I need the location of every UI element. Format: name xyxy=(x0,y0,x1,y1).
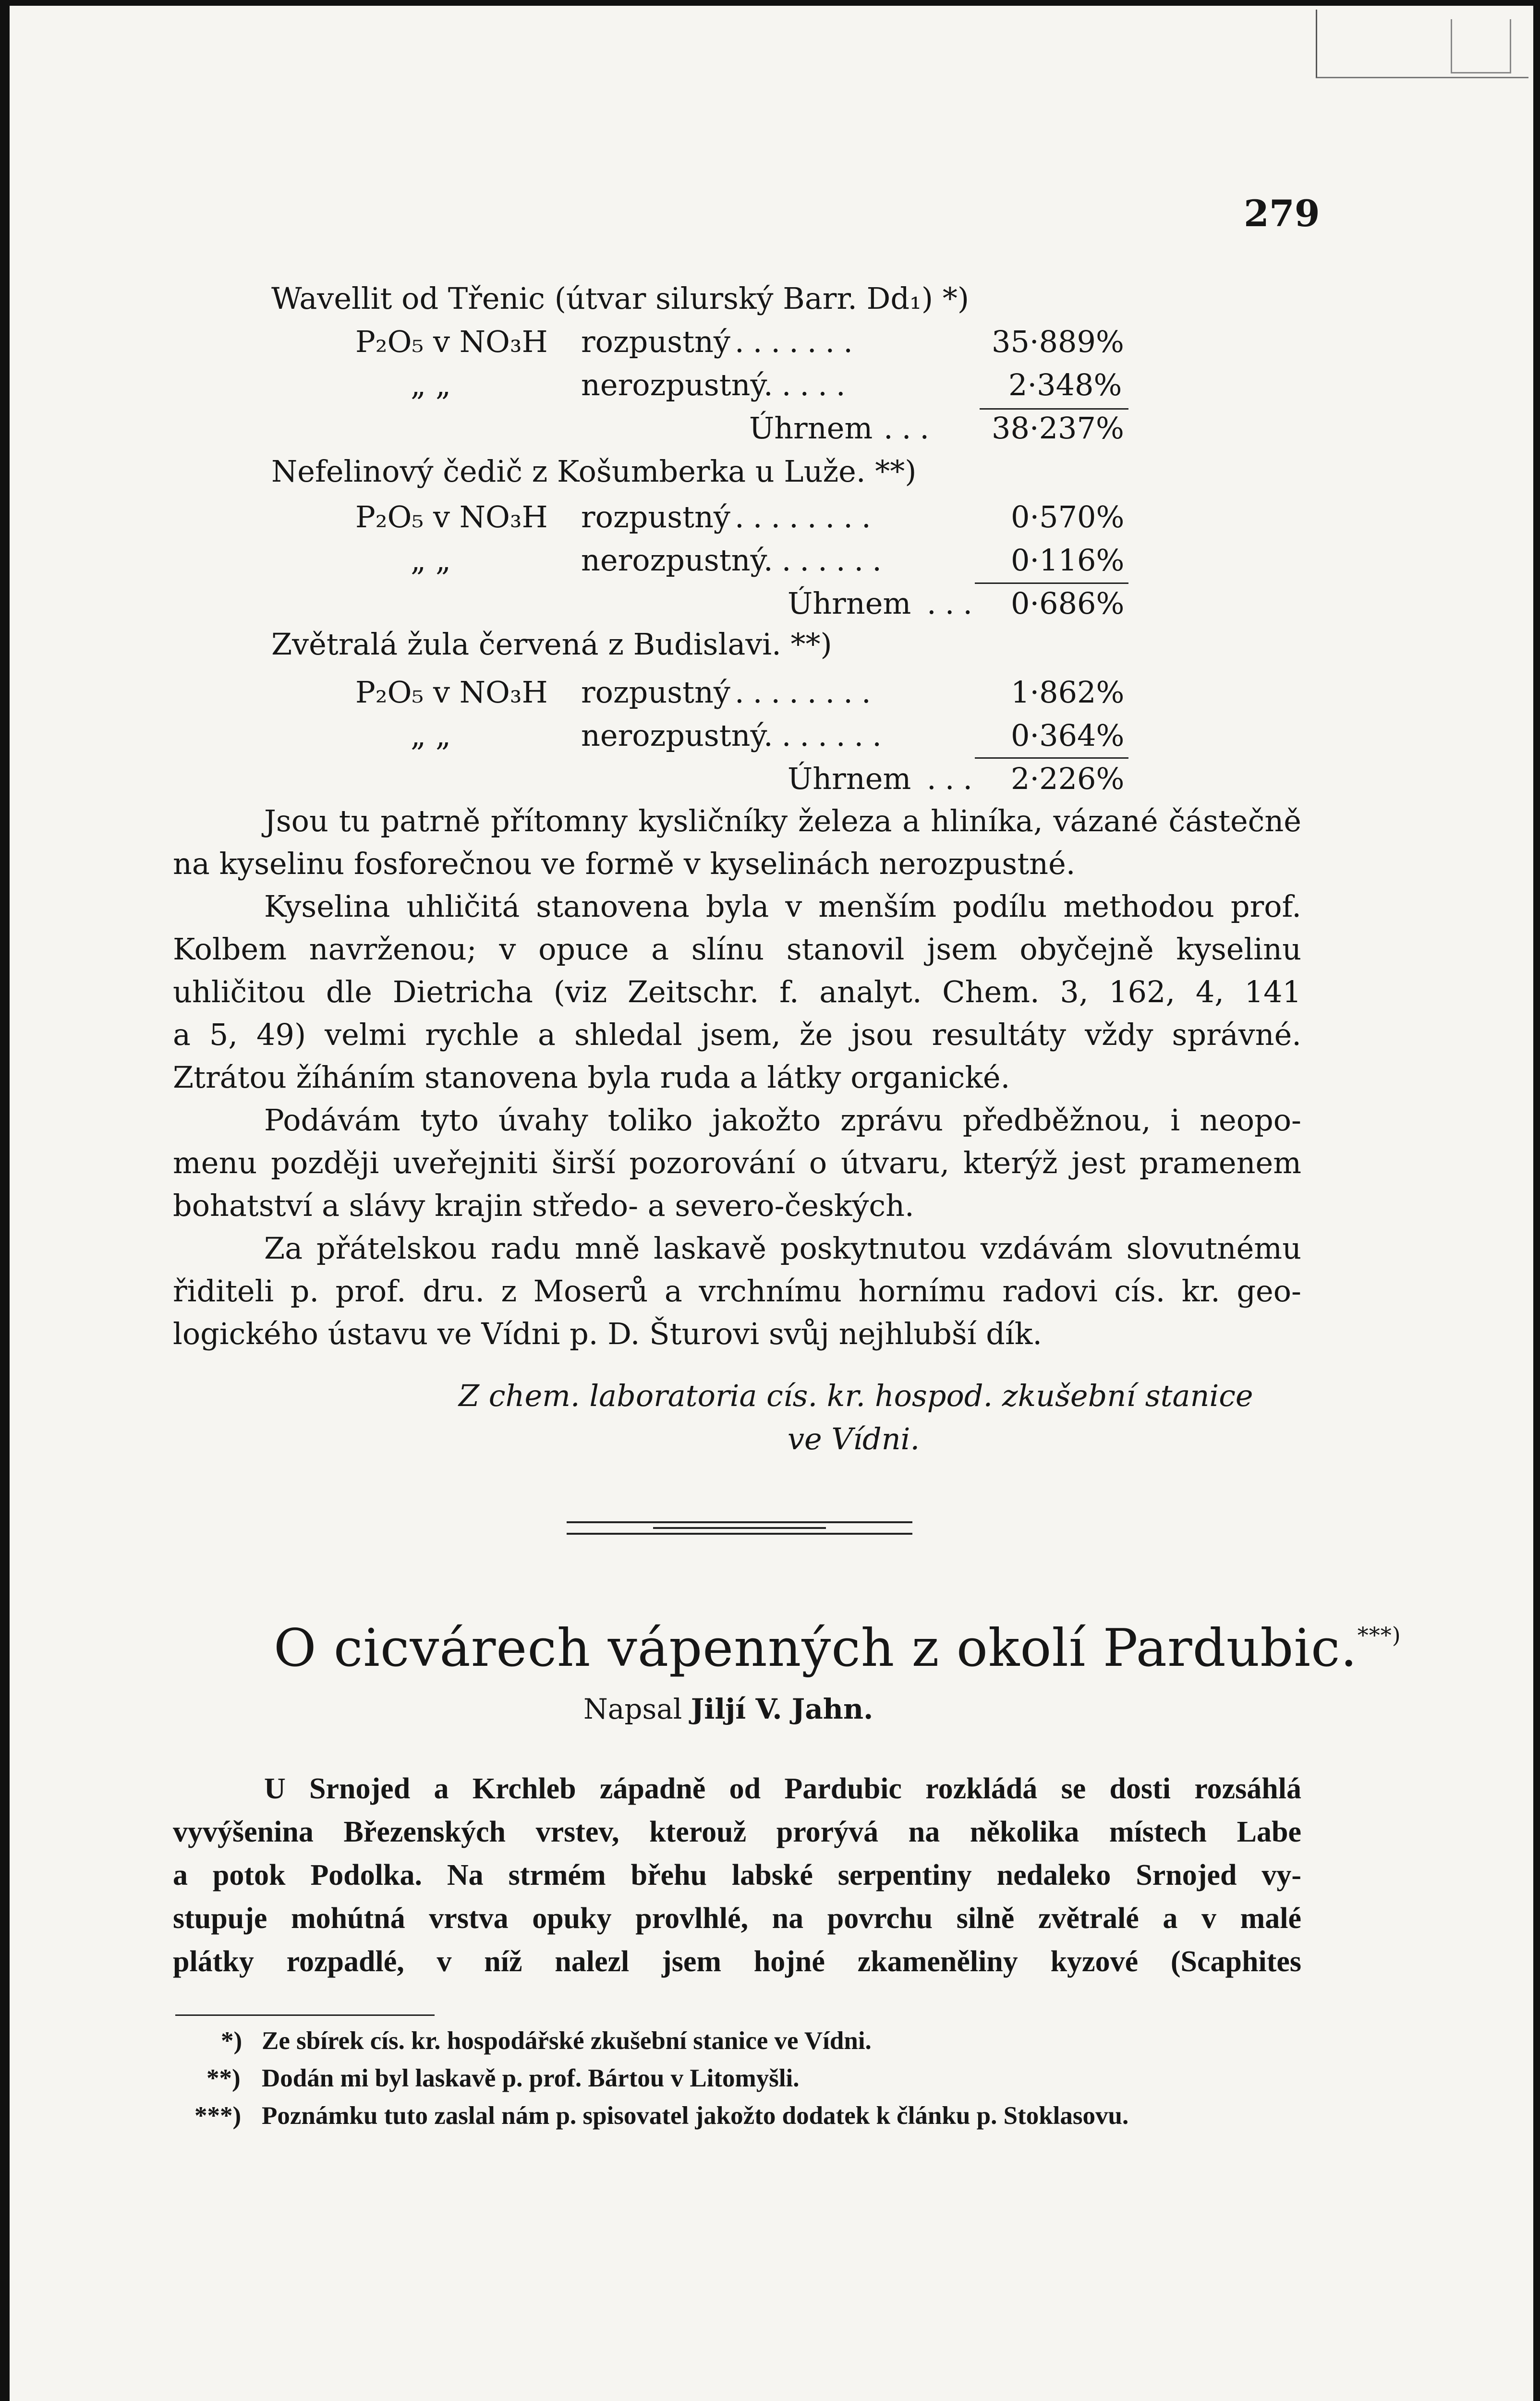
total-label: Úhrnem xyxy=(788,761,911,796)
leader-dots: ........ xyxy=(735,499,880,534)
ditto-marks: „ „ xyxy=(411,367,451,402)
ditto-marks: „ „ xyxy=(411,718,451,753)
total-value: 2·226% xyxy=(1011,761,1125,796)
scan-border-top xyxy=(0,0,1540,6)
article-title-text: O cicvárech vápenných z okolí Pardubic. xyxy=(274,1618,1358,1678)
author-name: Jiljí V. Jahn. xyxy=(691,1693,873,1725)
total-value: 38·237% xyxy=(992,411,1124,446)
leader-dots: ........ xyxy=(735,675,880,710)
row-value: 0·116% xyxy=(1011,543,1125,578)
author-line xyxy=(583,1693,873,1725)
ditto-marks: „ „ xyxy=(411,543,451,578)
formula: P₂O₅ v NO₃H xyxy=(355,675,548,710)
text-line: Ztrátou žíháním stanovena byla ruda a látky organické. xyxy=(173,1060,1010,1095)
analysis-heading: Wavellit od Třenic (útvar silurský Barr. Dd₁) *) xyxy=(271,281,970,316)
article-title xyxy=(274,1618,1401,1678)
row-label: rozpustný xyxy=(581,499,730,534)
author-prefix: Napsal xyxy=(583,1693,682,1725)
scan-border-left xyxy=(0,0,10,2401)
footnote-mark: **) xyxy=(206,2064,241,2092)
signature-line: Z chem. laboratoria cís. kr. hospod. zkušební stanice xyxy=(459,1378,1253,1413)
title-footnote-mark: ***) xyxy=(1357,1622,1401,1648)
text-line: logického ústavu ve Vídni p. D. Šturovi svůj nejhlubší dík. xyxy=(173,1316,1043,1351)
text-line: plátky rozpadlé, v níž nalezl jsem hojné zkameněliny kyzové (Scaphites xyxy=(173,1945,1301,1978)
row-value: 2·348% xyxy=(1008,367,1122,402)
analysis-heading: Zvětralá žula červená z Budislavi. **) xyxy=(271,627,832,662)
row-value: 0·570% xyxy=(1011,499,1125,534)
body-text xyxy=(173,800,1301,1355)
row-label: rozpustný xyxy=(581,324,730,359)
sum-rule xyxy=(975,582,1128,584)
text-line: bohatství a slávy krajin středo- a severo-českých. xyxy=(173,1188,914,1223)
footnote-mark: ***) xyxy=(194,2102,242,2130)
total-value: 0·686% xyxy=(1011,586,1125,621)
formula: P₂O₅ v NO₃H xyxy=(355,499,548,534)
text-line: menu později uveřejniti širší pozorování o útvaru, kterýž jest pramenem xyxy=(173,1145,1301,1180)
row-label: nerozpustný xyxy=(581,543,767,578)
text-line: na kyselinu fosforečnou ve formě v kyselinách nerozpustné. xyxy=(173,846,1076,881)
total-label: Úhrnem xyxy=(788,586,911,621)
footnote-text: Poznámku tuto zaslal nám p. spisovatel jakožto dodatek k článku p. Stoklasovu. xyxy=(262,2102,1129,2130)
signature-line: ve Vídni. xyxy=(788,1421,920,1456)
footnote-mark: *) xyxy=(221,2027,243,2055)
leader-dots: ....... xyxy=(764,718,890,753)
sum-rule xyxy=(975,757,1128,759)
leader-dots: ..... xyxy=(764,367,854,402)
row-value: 0·364% xyxy=(1011,718,1125,753)
row-value: 35·889% xyxy=(992,324,1124,359)
total-label: Úhrnem xyxy=(749,411,873,446)
divider-rule xyxy=(567,1533,912,1535)
text-line: Podávám tyto úvahy toliko jakožto zprávu předběžnou, i neopo- xyxy=(264,1103,1301,1138)
row-value: 1·862% xyxy=(1011,675,1125,710)
text-line: a potok Podolka. Na strmém břehu labské serpentiny nedaleko Srnojed vy- xyxy=(173,1859,1301,1892)
formula: P₂O₅ v NO₃H xyxy=(355,324,548,359)
footnote-rule xyxy=(175,2014,435,2016)
article-body xyxy=(173,1767,1301,1983)
scan-border-right xyxy=(1533,0,1540,2401)
leader-dots: ....... xyxy=(764,543,890,578)
analysis-heading: Nefelinový čedič z Košumberka u Luže. **) xyxy=(271,454,917,489)
text-line: stupuje mohútná vrstva opuky provlhlé, na povrchu silně zvětralé a v malé xyxy=(173,1902,1301,1935)
row-label: nerozpustný xyxy=(581,367,767,402)
text-line: řiditeli p. prof. dru. z Moserů a vrchnímu hornímu radovi cís. kr. geo- xyxy=(173,1273,1301,1309)
page-number: 279 xyxy=(1244,192,1320,235)
text-line: a 5, 49) velmi rychle a shledal jsem, že jsou resultáty vždy správné. xyxy=(173,1017,1301,1052)
text-line: Jsou tu patrně přítomny kysličníky železa a hliníka, vázané částečně xyxy=(264,803,1301,838)
text-line: U Srnojed a Krchleb západně od Pardubic rozkládá se dosti rozsáhlá xyxy=(264,1772,1301,1805)
leader-dots: ....... xyxy=(735,324,861,359)
text-line: Za přátelskou radu mně laskavě poskytnutou vzdávám slovutnému xyxy=(264,1231,1301,1266)
text-line: Kyselina uhličitá stanovena byla v menším podílu methodou prof. xyxy=(264,889,1301,924)
leader-dots: ... xyxy=(884,411,938,446)
leader-dots: ... xyxy=(927,761,982,796)
text-line: vyvýšenina Březenských vrstev, kterouž prorývá na několika místech Labe xyxy=(173,1816,1301,1848)
row-label: rozpustný xyxy=(581,675,730,710)
divider-rule xyxy=(567,1521,912,1523)
row-label: nerozpustný xyxy=(581,718,767,753)
scan-artifact-inner xyxy=(1451,19,1511,73)
footnote-text: Ze sbírek cís. kr. hospodářské zkušební stanice ve Vídni. xyxy=(262,2027,872,2055)
footnote-text: Dodán mi byl laskavě p. prof. Bártou v Litomyšli. xyxy=(262,2064,800,2092)
text-line: Kolbem navrženou; v opuce a slínu stanovil jsem obyčejně kyselinu xyxy=(173,932,1301,967)
sum-rule xyxy=(980,408,1128,410)
text-line: uhličitou dle Dietricha (viz Zeitschr. f. analyt. Chem. 3, 162, 4, 141 xyxy=(173,974,1301,1009)
divider-rule xyxy=(653,1527,826,1529)
leader-dots: ... xyxy=(927,586,982,621)
